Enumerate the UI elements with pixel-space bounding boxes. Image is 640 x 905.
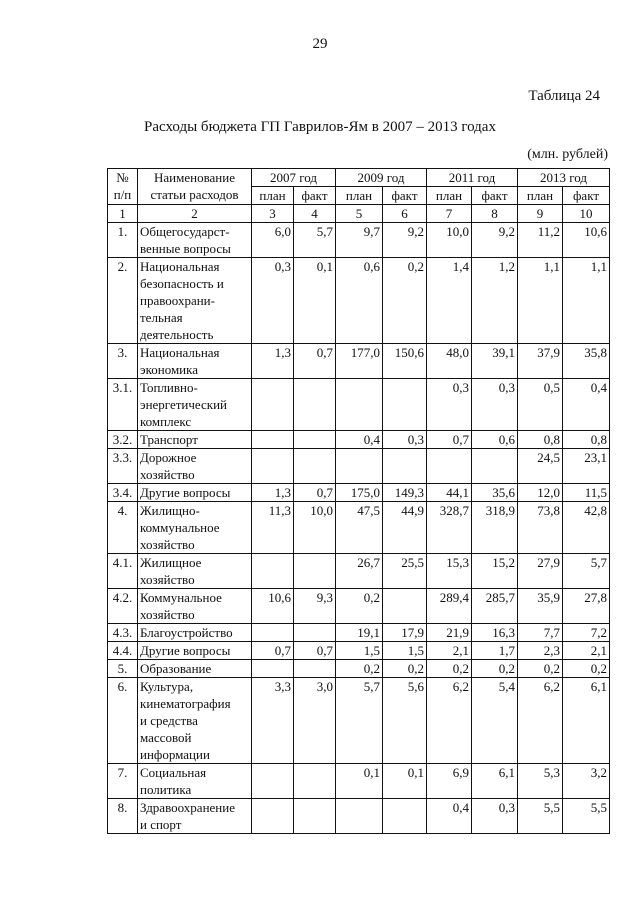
table-title: Расходы бюджета ГП Гаврилов-Ям в 2007 – 2013 годах (144, 119, 496, 135)
row-number: 3.1. (108, 379, 138, 431)
plan-value: 6,0 (252, 223, 294, 258)
fact-value: 0,1 (294, 258, 336, 344)
fact-value: 0,7 (294, 642, 336, 660)
plan-value: 0,7 (427, 431, 472, 449)
plan-value: 10,6 (252, 589, 294, 624)
fact-value: 3,0 (294, 678, 336, 764)
header-plan: план (427, 187, 472, 205)
row-number: 4.3. (108, 624, 138, 642)
fact-value: 0,3 (472, 799, 518, 834)
row-number: 3.4. (108, 484, 138, 502)
plan-value: 1,1 (518, 258, 563, 344)
page-number: 29 (312, 36, 328, 52)
fact-value: 0,6 (472, 431, 518, 449)
row-number: 2. (108, 258, 138, 344)
column-number: 2 (138, 205, 252, 223)
fact-value: 11,5 (563, 484, 610, 502)
plan-value: 0,2 (427, 660, 472, 678)
row-name: Национальная экономика (138, 344, 252, 379)
column-number: 8 (472, 205, 518, 223)
fact-value: 9,2 (383, 223, 427, 258)
plan-value: 0,1 (336, 764, 383, 799)
plan-value: 1,3 (252, 344, 294, 379)
plan-value: 5,5 (518, 799, 563, 834)
plan-value: 0,4 (336, 431, 383, 449)
fact-value: 0,2 (383, 660, 427, 678)
fact-value: 1,7 (472, 642, 518, 660)
fact-value: 9,3 (294, 589, 336, 624)
fact-value: 0,7 (294, 484, 336, 502)
fact-value (294, 379, 336, 431)
row-name: Здравоохранение и спорт (138, 799, 252, 834)
row-number: 4.4. (108, 642, 138, 660)
row-number: 7. (108, 764, 138, 799)
plan-value: 0,4 (427, 799, 472, 834)
plan-value: 0,3 (427, 379, 472, 431)
plan-value: 0,7 (252, 642, 294, 660)
plan-value: 2,1 (427, 642, 472, 660)
row-name: Транспорт (138, 431, 252, 449)
header-fact: факт (563, 187, 610, 205)
fact-value: 0,8 (563, 431, 610, 449)
plan-value: 1,3 (252, 484, 294, 502)
fact-value: 9,2 (472, 223, 518, 258)
fact-value: 285,7 (472, 589, 518, 624)
row-name: Жилищное хозяйство (138, 554, 252, 589)
plan-value: 73,8 (518, 502, 563, 554)
plan-value: 26,7 (336, 554, 383, 589)
table-row (108, 554, 610, 589)
fact-value: 5,4 (472, 678, 518, 764)
column-number: 1 (108, 205, 138, 223)
header-name: Наименование статьи расходов (138, 169, 252, 205)
header-plan: план (518, 187, 563, 205)
fact-value: 318,9 (472, 502, 518, 554)
plan-value: 48,0 (427, 344, 472, 379)
fact-value: 15,2 (472, 554, 518, 589)
row-name: Социальная политика (138, 764, 252, 799)
plan-value: 0,8 (518, 431, 563, 449)
plan-value (427, 449, 472, 484)
row-number: 3.3. (108, 449, 138, 484)
plan-value (252, 764, 294, 799)
fact-value: 150,6 (383, 344, 427, 379)
fact-value: 25,5 (383, 554, 427, 589)
header-num: № п/п (108, 169, 138, 205)
plan-value: 47,5 (336, 502, 383, 554)
plan-value: 27,9 (518, 554, 563, 589)
fact-value: 1,5 (383, 642, 427, 660)
plan-value: 9,7 (336, 223, 383, 258)
header-fact: факт (383, 187, 427, 205)
column-number: 5 (336, 205, 383, 223)
table-label: Таблица 24 (528, 88, 600, 104)
plan-value: 0,2 (336, 589, 383, 624)
plan-value: 21,9 (427, 624, 472, 642)
plan-value: 3,3 (252, 678, 294, 764)
plan-value: 0,2 (518, 660, 563, 678)
plan-value: 6,2 (427, 678, 472, 764)
plan-value (252, 799, 294, 834)
table-row (108, 660, 610, 678)
row-name: Другие вопросы (138, 484, 252, 502)
table-row (108, 624, 610, 642)
fact-value: 5,7 (563, 554, 610, 589)
plan-value: 24,5 (518, 449, 563, 484)
fact-value: 5,6 (383, 678, 427, 764)
fact-value: 0,4 (563, 379, 610, 431)
plan-value (336, 799, 383, 834)
fact-value: 10,6 (563, 223, 610, 258)
header-fact: факт (294, 187, 336, 205)
fact-value: 0,2 (563, 660, 610, 678)
fact-value: 7,2 (563, 624, 610, 642)
fact-value: 5,7 (294, 223, 336, 258)
fact-value: 10,0 (294, 502, 336, 554)
fact-value: 0,3 (383, 431, 427, 449)
header-year-2009: 2009 год (336, 169, 427, 187)
header-fact: факт (472, 187, 518, 205)
plan-value (252, 449, 294, 484)
row-number: 3. (108, 344, 138, 379)
fact-value (294, 449, 336, 484)
fact-value (472, 449, 518, 484)
row-name: Общегосударст- венные вопросы (138, 223, 252, 258)
fact-value (294, 660, 336, 678)
fact-value (383, 379, 427, 431)
table-row (108, 344, 610, 379)
fact-value: 1,1 (563, 258, 610, 344)
plan-value: 6,9 (427, 764, 472, 799)
fact-value (294, 554, 336, 589)
table-row (108, 449, 610, 484)
plan-value: 1,4 (427, 258, 472, 344)
fact-value: 149,3 (383, 484, 427, 502)
table-row (108, 799, 610, 834)
row-number: 3.2. (108, 431, 138, 449)
plan-value (252, 431, 294, 449)
table-row (108, 502, 610, 554)
plan-value: 10,0 (427, 223, 472, 258)
plan-value (336, 449, 383, 484)
plan-value: 5,7 (336, 678, 383, 764)
column-number: 4 (294, 205, 336, 223)
plan-value: 0,5 (518, 379, 563, 431)
column-number: 7 (427, 205, 472, 223)
fact-value: 3,2 (563, 764, 610, 799)
plan-value: 37,9 (518, 344, 563, 379)
row-name: Другие вопросы (138, 642, 252, 660)
fact-value (383, 799, 427, 834)
fact-value: 0,2 (472, 660, 518, 678)
table-row (108, 642, 610, 660)
table-row (108, 764, 610, 799)
fact-value: 35,8 (563, 344, 610, 379)
plan-value: 2,3 (518, 642, 563, 660)
plan-value (336, 379, 383, 431)
fact-value: 42,8 (563, 502, 610, 554)
plan-value: 175,0 (336, 484, 383, 502)
table-row (108, 431, 610, 449)
fact-value: 5,5 (563, 799, 610, 834)
plan-value: 12,0 (518, 484, 563, 502)
fact-value: 0,3 (472, 379, 518, 431)
fact-value: 6,1 (563, 678, 610, 764)
row-name: Национальная безопасность и правоохрани- тельная деятельность (138, 258, 252, 344)
column-number: 3 (252, 205, 294, 223)
header-year-2011: 2011 год (427, 169, 518, 187)
fact-value: 2,1 (563, 642, 610, 660)
plan-value: 5,3 (518, 764, 563, 799)
column-number: 10 (563, 205, 610, 223)
fact-value: 16,3 (472, 624, 518, 642)
table-row (108, 678, 610, 764)
table-row (108, 589, 610, 624)
table-body (108, 223, 610, 834)
header-year-2013: 2013 год (518, 169, 610, 187)
fact-value: 0,1 (383, 764, 427, 799)
plan-value: 11,2 (518, 223, 563, 258)
table-row (108, 484, 610, 502)
column-number: 9 (518, 205, 563, 223)
plan-value: 0,6 (336, 258, 383, 344)
fact-value: 0,7 (294, 344, 336, 379)
plan-value: 19,1 (336, 624, 383, 642)
fact-value (294, 624, 336, 642)
plan-value: 35,9 (518, 589, 563, 624)
row-number: 4.1. (108, 554, 138, 589)
table-row (108, 258, 610, 344)
header-plan: план (336, 187, 383, 205)
fact-value (294, 764, 336, 799)
plan-value: 0,2 (336, 660, 383, 678)
row-number: 8. (108, 799, 138, 834)
plan-value: 7,7 (518, 624, 563, 642)
fact-value: 1,2 (472, 258, 518, 344)
budget-table (107, 168, 610, 834)
fact-value: 35,6 (472, 484, 518, 502)
fact-value: 23,1 (563, 449, 610, 484)
row-number: 1. (108, 223, 138, 258)
row-name: Топливно- энергетический комплекс (138, 379, 252, 431)
plan-value (252, 624, 294, 642)
row-number: 4.2. (108, 589, 138, 624)
fact-value: 0,2 (383, 258, 427, 344)
row-name: Коммунальное хозяйство (138, 589, 252, 624)
fact-value (383, 449, 427, 484)
fact-value: 44,9 (383, 502, 427, 554)
fact-value: 17,9 (383, 624, 427, 642)
row-name: Жилищно- коммунальное хозяйство (138, 502, 252, 554)
column-number-row (108, 205, 610, 223)
plan-value (252, 379, 294, 431)
row-name: Благоустройство (138, 624, 252, 642)
header-year-2007: 2007 год (252, 169, 336, 187)
fact-value (383, 589, 427, 624)
fact-value: 27,8 (563, 589, 610, 624)
table-row (108, 379, 610, 431)
row-name: Дорожное хозяйство (138, 449, 252, 484)
plan-value: 6,2 (518, 678, 563, 764)
row-number: 4. (108, 502, 138, 554)
table-row (108, 223, 610, 258)
row-name: Образование (138, 660, 252, 678)
plan-value: 289,4 (427, 589, 472, 624)
plan-value (252, 554, 294, 589)
fact-value: 6,1 (472, 764, 518, 799)
fact-value (294, 799, 336, 834)
plan-value: 1,5 (336, 642, 383, 660)
plan-value (252, 660, 294, 678)
header-plan: план (252, 187, 294, 205)
plan-value: 328,7 (427, 502, 472, 554)
fact-value: 39,1 (472, 344, 518, 379)
plan-value: 11,3 (252, 502, 294, 554)
units-note: (млн. рублей) (527, 147, 608, 162)
column-number: 6 (383, 205, 427, 223)
row-number: 6. (108, 678, 138, 764)
row-number: 5. (108, 660, 138, 678)
plan-value: 15,3 (427, 554, 472, 589)
row-name: Культура, кинематография и средства массовой информации (138, 678, 252, 764)
plan-value: 44,1 (427, 484, 472, 502)
plan-value: 177,0 (336, 344, 383, 379)
plan-value: 0,3 (252, 258, 294, 344)
fact-value (294, 431, 336, 449)
